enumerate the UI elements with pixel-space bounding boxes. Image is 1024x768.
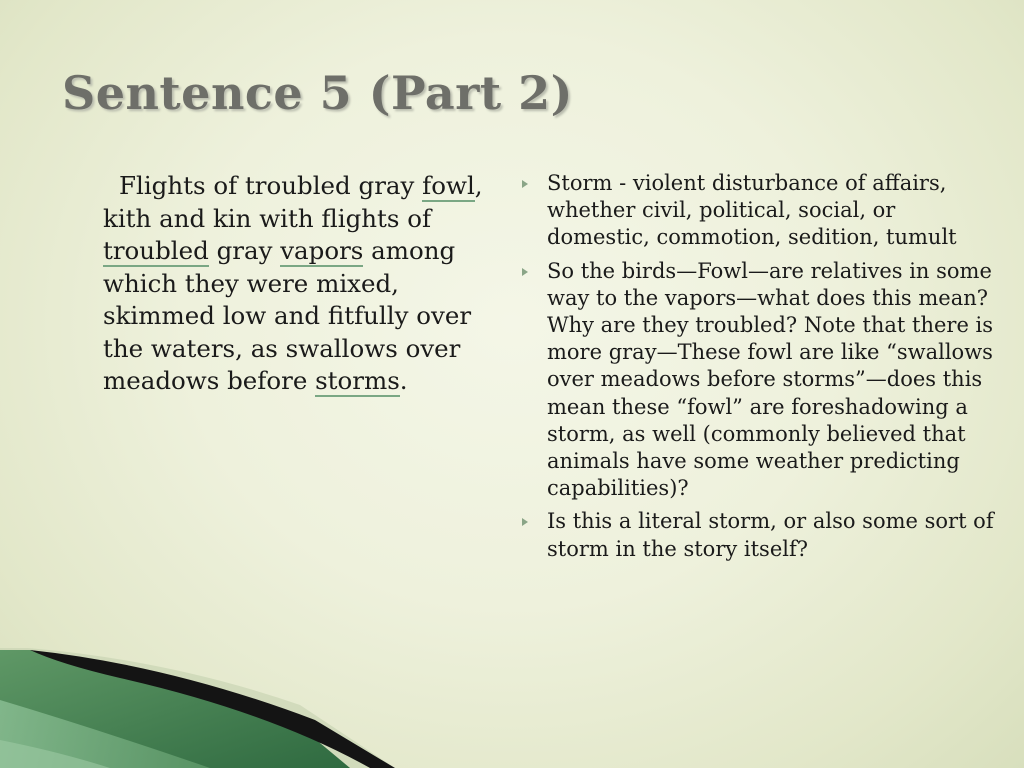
passage-segment: , kith and kin with flights of <box>103 171 483 233</box>
passage-segment: among which they were mixed, skimmed low and fitfully over the waters, as swallows over meadows before <box>103 236 472 395</box>
vocab-word-fowl: fowl <box>422 171 475 200</box>
vocab-word-troubled: troubled <box>103 236 209 265</box>
passage-segment: . <box>399 366 408 395</box>
passage-segment: Flights of troubled gray <box>119 171 423 200</box>
vocab-word-vapors: vapors <box>280 236 364 265</box>
slide-title: Sentence 5 (Part 2) <box>62 66 573 120</box>
passage-segment: gray <box>208 236 281 265</box>
note-text: So the birds—Fowl—are relatives in some way to the vapors—what does this mean? Why are they troubled? Note that there is more gray—These fowl are like “swallows over meadows before storms”—does this mean these “fowl” are foreshadowing a storm, as well (commonly believed that animals have some weather predicting capabilities)? <box>547 258 994 501</box>
note-text: Storm - violent disturbance of affairs, whether civil, political, social, or domestic, commotion, sedition, tumult <box>547 171 957 250</box>
note-text: Is this a literal storm, or also some sort of storm in the story itself? <box>547 509 994 561</box>
vocab-word-storms: storms <box>315 366 400 395</box>
